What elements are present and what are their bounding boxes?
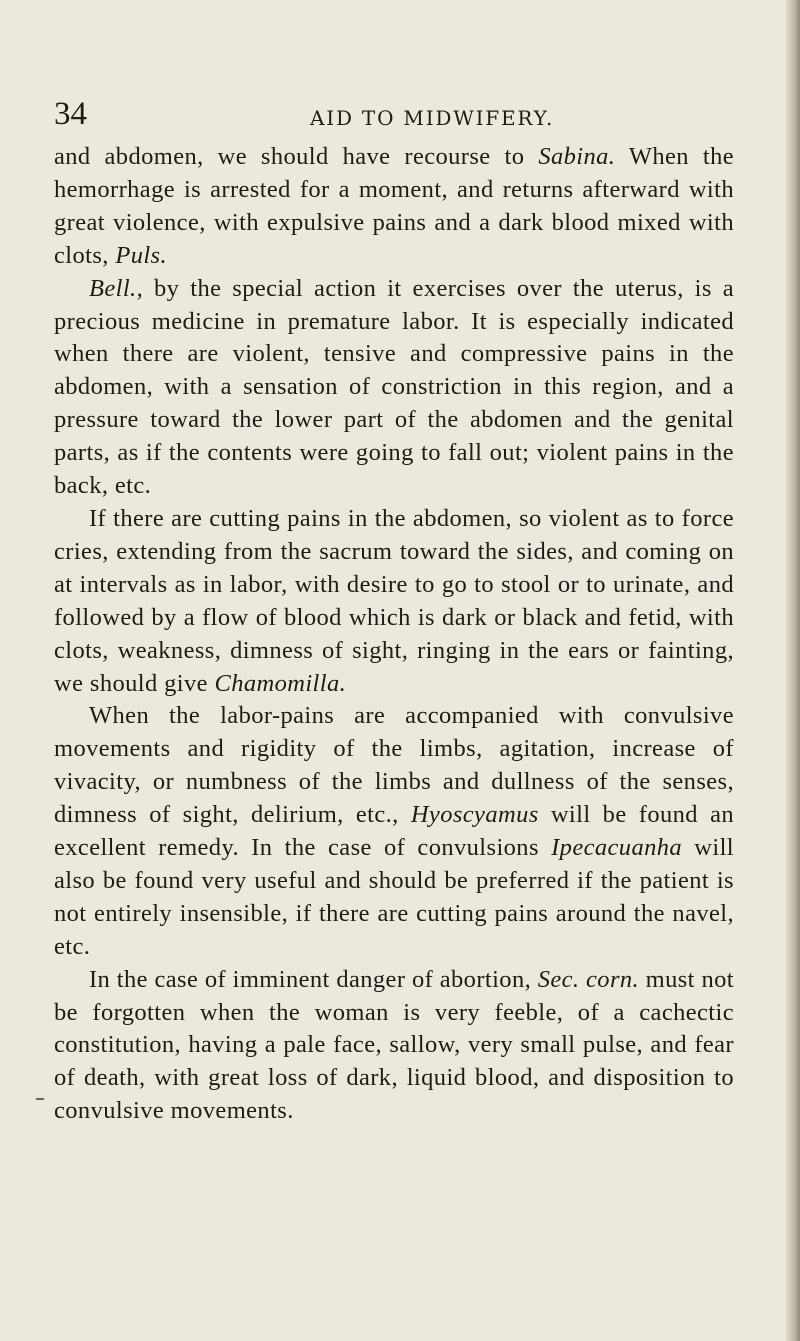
p2-text: , by the special action it exercises over the uterus, is a precious medicine in premature labor. It is especially indicated when there are violent, tensive and compressive pains in the abdomen, with a sensation of constriction in this region, and a pressure toward the lower part of the abdomen and the genital parts, as if the contents were going to fall out; violent pains in the back, etc.: [54, 274, 734, 500]
paragraph-4: [54, 700, 734, 963]
paragraph-3: [54, 503, 734, 700]
paragraph-2: [54, 273, 734, 503]
p1-text: and abdomen, we should have recourse to: [54, 143, 539, 170]
remedy-puls: Puls.: [115, 241, 168, 269]
p5-text-2: must not be forgotten when the woman is very feeble, of a cachectic constitution, having a pale face, sallow, very small pulse, and fear of death, with great loss of dark, liquid blood, and disposition to convulsive movements.: [54, 965, 734, 1125]
remedy-chamomilla: Chamomilla.: [214, 669, 347, 697]
remedy-hyoscyamus: Hyoscyamus: [410, 801, 539, 829]
remedy-ipecacuanha: Ipecacuanha: [551, 834, 683, 862]
page-number: 34: [54, 96, 87, 132]
p1-text-2: When the hemorrhage is arrested for a moment, and returns afterward with great violence, with expulsive pains and a dark blood mixed with clots,: [54, 143, 734, 269]
page-edge-shadow: [786, 0, 800, 1341]
paragraph-1: [54, 141, 734, 273]
remedy-sec-corn: Sec. corn.: [537, 965, 640, 993]
page-header: [54, 96, 734, 136]
running-head: AID TO MIDWIFERY.: [310, 106, 555, 130]
margin-mark: [36, 1098, 44, 1100]
paragraph-5: [54, 964, 734, 1129]
p4-text-3: will also be found very useful and should be preferred if the patient is not entirely insensible, if there are cutting pains around the navel, etc.: [54, 834, 734, 960]
p4-text-2: will be found an excellent remedy. In the case of convulsions: [54, 801, 735, 862]
p5-text: In the case of imminent danger of abortion,: [89, 965, 538, 993]
body-text: [54, 141, 734, 1128]
remedy-sabina: Sabina.: [538, 143, 616, 170]
p3-text: If there are cutting pains in the abdomen, so violent as to force cries, extending from the sacrum toward the sides, and coming on at intervals as in labor, with desire to go to stool or to urinate, and followed by a flow of blood which is dark or black and fetid, with clots, weakness, dimness of sight, ringing in the ears or fainting, we should give: [54, 504, 734, 697]
p4-text: When the labor-pains are accompanied with convulsive movements and rigidity of the limbs, agitation, increase of vivacity, or numbness of the limbs and dullness of the senses, dimness of sight, delirium, etc.,: [54, 702, 734, 829]
remedy-bell: Bell.: [89, 274, 137, 302]
